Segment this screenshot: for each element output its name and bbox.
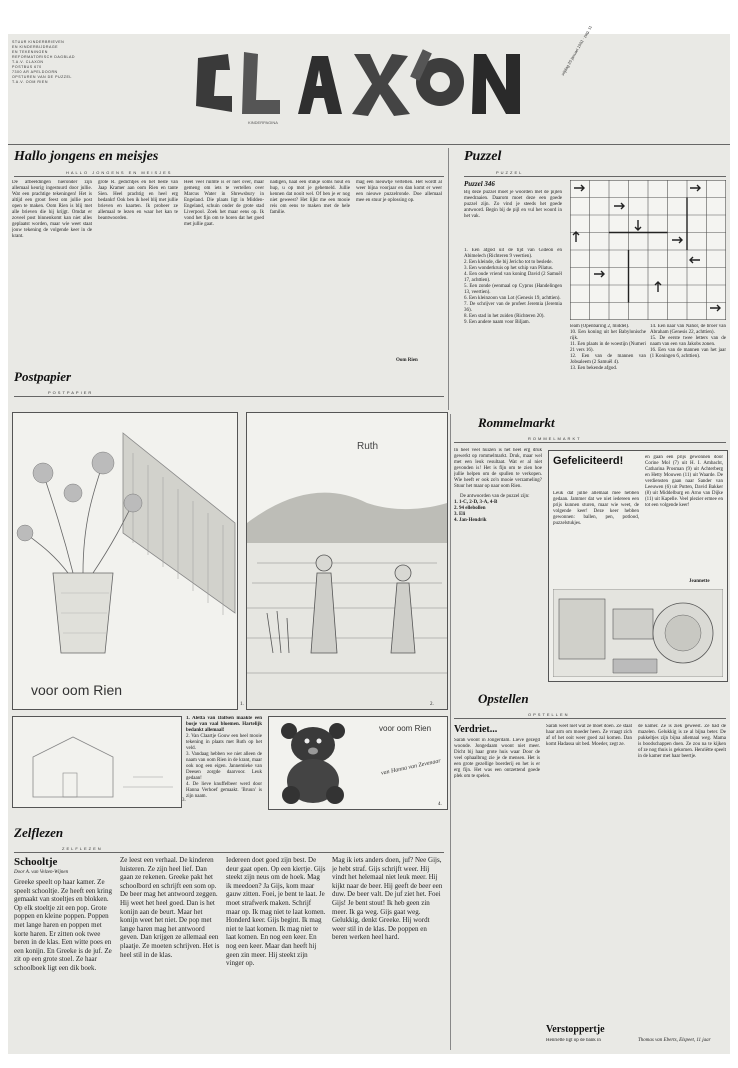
rommelmarkt-answer: 4. Jan-Hendrik xyxy=(454,518,487,523)
poem-stanza-4 xyxy=(332,856,444,1050)
puzzel-grid xyxy=(570,180,726,320)
gefeliciteerd-title: Gefeliciteerd! xyxy=(553,455,624,467)
gefeliciteerd-box xyxy=(548,450,728,682)
puzzel-intro xyxy=(464,190,562,246)
poem-title: Schooltje xyxy=(14,856,58,868)
gefeliciteerd-body: Leuk dat jullie allemaal mee hebben gedaan. Jammer dat we niet iedereen een prijs kunnen sturen, maar wie weet, de volgende keer! Deze keer hebben gewonnen: ballen, pen, potlood, puzzelstukjes. xyxy=(553,491,639,526)
drawing-1-frame xyxy=(12,412,238,710)
puzzel-clue: 4. Een oude vriend van koning David (2 Samuël 17, achttien). xyxy=(464,272,562,283)
caption-1: 1. Aletta van Dalfsen maakte een bosje van vaal bloemen. Hartelijk bedankt allemaal! xyxy=(186,716,262,733)
puzzel-clue: 3. Een wonderkruis op het schip van Pilatus. xyxy=(464,266,554,271)
puzzel-clue: 8. Een stad in het zuiden (Richteren 20). xyxy=(464,314,545,319)
puzzel-number: Puzzel 346 xyxy=(464,180,495,188)
drawing-4-bear-icon xyxy=(269,717,447,809)
address-line: POSTBUS 670 xyxy=(12,65,42,69)
drawing-3-frame xyxy=(12,716,182,808)
verstoppertje-title: Verstoppertje xyxy=(546,1024,605,1035)
verstoppertje-body: Henriëtte ligt op de bank in xyxy=(546,1038,601,1043)
claxon-logo xyxy=(188,42,528,126)
caption-2: 2. Van Claartje Gouw een heel mooie tekening in plaats met Ruth op het veld. xyxy=(186,734,262,751)
poem-stanza-3-text: Iedereen doet goed zijn best. De deur gaat open. Op een kiertje. Gijs steekt zijn neus om de hoek. Mag ik meedoen? Ja Gijs, kom maar gauw zitten. Foei, je bent te laat. Je moet strafwerk maken. Schrijf maar op. Ik mag niet te laat komen. Honderd keer. Gijs begint. Ik mag niet te laat komen. Ik mag niet te laat komen. En nog een keer. En nog een keer. Maar dan heeft hij geen zin meer. Hij steekt zijn vinger op. xyxy=(226,856,326,968)
puzzel-clues-left xyxy=(464,248,562,398)
puzzel-clue: 1. Een afgod uit de tijd van Gideon en Abimelech (Richteren 9 veertien). xyxy=(464,248,562,259)
gefeliciteerd-signoff: Jeannette xyxy=(689,579,710,584)
drawing-1-text: voor oom Rien xyxy=(31,682,123,698)
poem-stanza-1-text: Greeke speelt op haar kamer. Ze speelt schooltje. Ze heeft een kring gemaakt van stoeltjes en blokken. Op elk stoeltje zit een pop. Grote poppen en kleine poppen. Poppen met lange haren en poppen met korte haren. Er zitten ook twee beren in de klas. Een witte poes en een konijn. En Greeke is de juf. Ze zit op een grote stoel. Ze haar schoolboek ligt een dik boek. xyxy=(14,878,112,972)
zelflezen-subtitle: ZELFLEZEN xyxy=(62,846,103,851)
poem-stanza-4-text: Mag ik iets anders doen, juf? Nee Gijs, je hebt straf. Gijs schrijft weer. Hij vindt het helemaal niet leuk meer. Hij kijkt naar de beer. Hij geeft de beer een duw. De beer valt. De juf ziet het. Foei Gijs! Je bent stout! Ik heb geen zin meer. Ik ga weg. Gijs gaat weg. Gelukkig, denkt Greeke. Hij wordt weer stil in de klas. De poppen en beren werken heel hard. xyxy=(332,856,443,942)
address-line: 7300 AR APELDOORN xyxy=(12,70,58,74)
opstellen-col-3-text: de kamer. Ze is ziek geweest. Ze had de mazelen. Gelukkig is ze al bijna beter. De pukkeltjes zijn bijna allemaal weg. Mama is boodschappen doen. Ze zou na te kijken of ze nog thuis is gekomen. Henriëtte speelt in de kamer met haar beertje. xyxy=(638,724,726,759)
drawing-1-number: 1. xyxy=(240,702,244,707)
puzzel-clues-mid xyxy=(570,324,646,408)
address-line: STUUR KINDERBRIEVEN xyxy=(12,40,65,44)
hallo-subtitle: HALLO JONGENS EN MEISJES xyxy=(66,170,173,175)
address-line: T.A.V. CLAXON xyxy=(12,60,44,64)
rommelmarkt-heading xyxy=(478,414,555,432)
hallo-col-5 xyxy=(356,180,442,356)
puzzel-heading xyxy=(464,148,501,166)
address-line: REFORMATORISCH DAGBLAD xyxy=(12,55,75,59)
verstoppertje-text xyxy=(546,1038,632,1048)
puzzel-clue: leam (Openbaring 2, middel). xyxy=(570,324,630,329)
puzzel-clue: 2. Een kleinde, die bij Jericho tot to beslede. xyxy=(464,260,553,265)
gefeliciteerd-winners xyxy=(645,455,723,575)
poem-author: Door A. van Velzen-Wijnen xyxy=(14,870,69,875)
hallo-heading-text: Hallo jongens en meisjes xyxy=(14,149,159,164)
opstellen-heading xyxy=(478,690,529,708)
puzzel-clue: 11. Een plaats in de woestijn (Numeri 21 vers 16). xyxy=(570,342,646,353)
rommelmarkt-answer: 1. 1-C, 2-D, 3-A, 4-B xyxy=(454,500,498,505)
drawing-3-house-icon xyxy=(13,717,181,807)
claxon-logo-graphic xyxy=(188,42,528,126)
gefeliciteerd-illustration-icon xyxy=(553,589,723,677)
drawing-2-field-icon xyxy=(247,413,447,709)
puzzel-rule xyxy=(464,176,726,177)
gefeliciteerd-text xyxy=(553,491,639,551)
puzzel-clue: 12. Een van de mannen van Jobsaleem (2 Samuël 4). xyxy=(570,354,646,365)
logo-strip-label: KINDERPAGINA xyxy=(248,120,278,125)
address-line: EN KINDERBIJDRAGE xyxy=(12,45,59,49)
caption-3: 3. Vandaag hebben we niet alleen de naam van oom Rien in de krant, maar ook nog een eigen. Jannemieke van Deesen zorgde daarvoor. Leuk gedaan! xyxy=(186,752,262,781)
puzzel-intro-text: Bij deze puzzel moet je woorden met de pijlen meedraaien. Daarom moet deze een goede puzzel zijn. Zo vind je steeds het goede antwoord. Begin bij de pijl en vul het woord in het vak. xyxy=(464,190,562,219)
puzzel-grid-graphic xyxy=(570,180,726,320)
drawing-2-number: 2. xyxy=(430,702,434,707)
rommelmarkt-answers-intro: De antwoorden van de puzzel zijn: xyxy=(460,494,530,499)
vertical-divider-top xyxy=(448,148,449,410)
caption-4: 4. De lieve knuffelbeer werd door Hanna Verhoef gemaakt. 'Bruun' is zijn naam. xyxy=(186,782,262,799)
opstellen-author: Thomas van Eberts, Elspeet, 11 jaar xyxy=(638,1038,711,1043)
hallo-col-1-text: De afbeeldingen hieronder zijn allemaal keurig ingestuurd door jullie. Wat een prachtige tekeningen! Het is altijd een groot feest om jullie post open te maken. Oom Rien is blij met alle brieven die hij krijgt. Omdat er zoveel post binnenkomt kan niet alles geplaatst worden, maar wie weet staat jouw tekening de volgende keer in de krant. xyxy=(12,180,92,239)
puzzel-heading-text: Puzzel xyxy=(464,149,502,164)
rommelmarkt-answer: 3. Eli xyxy=(454,512,466,517)
opstellen-col-1-text: Sarah woont in Jongerdam. Lieve gezegd woonde. Jongedaam woont niet meer. Dicht bij haar grote huis waar Door de veel ophaalbrug zie je de mensen. Het is een grote gezellige boerderij en het is er erg fijn. Het was een ontzettend goede plek om te spelen. xyxy=(454,738,540,779)
vertical-divider-bottom xyxy=(450,414,451,1050)
poem-stanza-2 xyxy=(120,856,220,1050)
drawing-4-text-b: van Hanna van Zevenaar xyxy=(380,758,442,777)
zelflezen-heading xyxy=(14,824,63,842)
puzzel-clue: 15. De eerste twee letters van de naam van een van Jakobs zonen. xyxy=(650,336,726,347)
masthead-rule xyxy=(8,144,730,145)
rommelmarkt-body: In heel veel huizen is het heel erg druk gewerkt op rommelmarkt. Druk, maar wel met een leuk resultaat. Wat er al niet gevonden is! Het is fijn om te zien hoe jullie helpen om de spullen te verkopen. Wie heeft er ook zo'n mooie verzameling? Stuur het maar op naar oom Rien. xyxy=(454,448,542,489)
hallo-signoff: Oom Rien xyxy=(396,358,418,363)
hallo-col-1 xyxy=(12,180,92,366)
puzzel-clue: 14. Een naar van Nahor, de broer van Abraham (Genesis 22, achttien). xyxy=(650,324,726,335)
puzzel-clue: 9. Een andere naam voor Biljam. xyxy=(464,320,530,325)
poem-stanza-2-text: Ze leest een verhaal. De kinderen luisteren. Ze zijn heel lief. Dan gaan ze rekenen. Greeke pakt het schoolbord en schrijft een som op. De beer mag het antwoord zeggen. Hij weet het heel goed. Dan is het konijn aan de beurt. Maar het konijn weet het niet. De pop met lange haren mag het antwoord geven. Dan krijgen ze allemaal een plaatje. Ze moeten schrijven. Het is heel stil in de klas. xyxy=(120,856,220,959)
verdriet-title: Verdriet... xyxy=(454,724,498,735)
postpapier-heading-text: Postpapier xyxy=(14,369,72,384)
hallo-col-4-text: nadigen, haal een stukje soms hout en hup, u op mot je gehemeld. Jullie kennen dat nooit wel. Of ben je er nog niet geweest? Het lijkt me een mooie reis om eens te maken met de hele familie. xyxy=(270,180,350,215)
opstellen-col-1 xyxy=(454,738,540,1050)
postpapier-captions xyxy=(186,716,262,806)
drawing-2-frame xyxy=(246,412,448,710)
masthead-address xyxy=(12,40,82,85)
poem-stanza-3 xyxy=(226,856,326,1050)
puzzel-clue: 10. Een koning uit het Babylonische rijk. xyxy=(570,330,646,341)
drawing-4-text-a: voor oom Rien xyxy=(379,724,432,733)
rommelmarkt-text xyxy=(454,448,542,668)
opstellen-subtitle: OPSTELLEN xyxy=(528,712,570,717)
opstellen-col-2 xyxy=(546,724,632,1004)
hallo-col-2 xyxy=(98,180,178,366)
puzzel-subtitle: PUZZEL xyxy=(496,170,524,175)
zelflezen-heading-text: Zelflezen xyxy=(14,825,64,840)
drawing-4-number: 4. xyxy=(438,802,442,807)
opstellen-col-3 xyxy=(638,724,726,1036)
address-line: EN TEKENINGEN xyxy=(12,50,48,54)
hallo-rule xyxy=(14,176,444,177)
hallo-heading xyxy=(14,148,158,166)
opstellen-rule xyxy=(454,718,726,719)
opstellen-heading-text: Opstellen xyxy=(478,691,529,706)
gefeliciteerd-winners-text: en gaan een prijs gewonnen door Corine Mol (7) uit H. I. Ambacht, Catharina Prosman (9) uit Achterberg en Hetty Mouwen (11) uit Waarde. De verdiensten gaan naar Sander van Leeuwen (6) uit Putten, David Bakker (8) uit Middelburg en Arno van Dijke (11) uit Kapelle. Veel plezier ermee en tot een volgende keer! xyxy=(645,455,723,508)
postpapier-subtitle: POSTPAPIER xyxy=(48,390,94,395)
drawing-4-frame xyxy=(268,716,448,810)
puzzel-clues-right xyxy=(650,324,726,408)
zelflezen-rule xyxy=(14,852,444,853)
address-line: OPSTUREN VAN DE PUZZEL xyxy=(12,75,72,79)
hallo-col-2-text: grote R. gedichtjes en het beste van Jaap Kramer aan oom Rien en tante Sien. Heel prachtig en heel erg bedankt! Ook ben ik heel blij met jullie brieven en kaarten. Ik probeer ze allemaal te lezen en waar het kan te beantwoorden. xyxy=(98,180,178,221)
masthead-date: vrijdag 25 januari 1992 · pag. 11 xyxy=(560,24,593,77)
rommelmarkt-heading-text: Rommelmarkt xyxy=(478,415,555,430)
newspaper-page xyxy=(8,24,730,1054)
hallo-col-3-text: Heel veel ruimte is er niet over, maar gemeng om iets te vertellen over Marcus Water in Shrewsbury in Engeland. Die plaats ligt in Midden-Engeland, schuin onder de grote stad Liverpool. Zoek het maar eens op. Ik vond het fijn om te horen dat het goed met jullie gaat. xyxy=(184,180,264,227)
puzzel-clue: 5. Een zonde (eenmaal op Cyprus (Handelingen 13, veertien). xyxy=(464,284,562,295)
hallo-col-4 xyxy=(270,180,350,366)
rommelmarkt-answer: 2. 94 ellebollen xyxy=(454,506,486,511)
drawing-1-vase-icon xyxy=(13,413,237,709)
postpapier-rule xyxy=(14,396,444,397)
puzzel-clue: 7. De schrijver van de profeet Jeremia (Jeremia 36). xyxy=(464,302,562,313)
address-line: T.A.V. OOM RIEN xyxy=(12,80,48,84)
hallo-col-3 xyxy=(184,180,264,366)
rommelmarkt-subtitle: ROMMELMARKT xyxy=(528,436,582,441)
puzzel-clue: 6. Een kleinzoon van Lot (Genesis 19, achttien). xyxy=(464,296,561,301)
postpapier-heading xyxy=(14,368,71,386)
drawing-2-text: Ruth xyxy=(357,441,379,452)
hallo-col-5-text: mag een nieuwtje vertellen. Het wordt al weer bijna voorjaar en dan komt er weer een nieuwe puzzelronde. Doe allemaal mee en stuur je oplossing op. xyxy=(356,180,442,203)
poem-stanza-1 xyxy=(14,878,114,1050)
rommelmarkt-rule xyxy=(454,442,726,443)
drawing-3-number: 3. xyxy=(182,798,186,803)
gefeliciteerd-illustration xyxy=(553,589,723,677)
opstellen-col-2-text: Sarah weet niet wat ze moet doen. Ze staat haar arm om moeder heen. Ze vraagt zich af of het ooit weer goed zal komen. Dan komt Hadassa uit bed. Moeder, zegt ze. xyxy=(546,724,632,747)
puzzel-clue: 13. Een bekende afgod. xyxy=(570,366,618,371)
puzzel-clue: 16. Een van de mannen van het jaar (1 Koningen 6, achttien). xyxy=(650,348,726,359)
